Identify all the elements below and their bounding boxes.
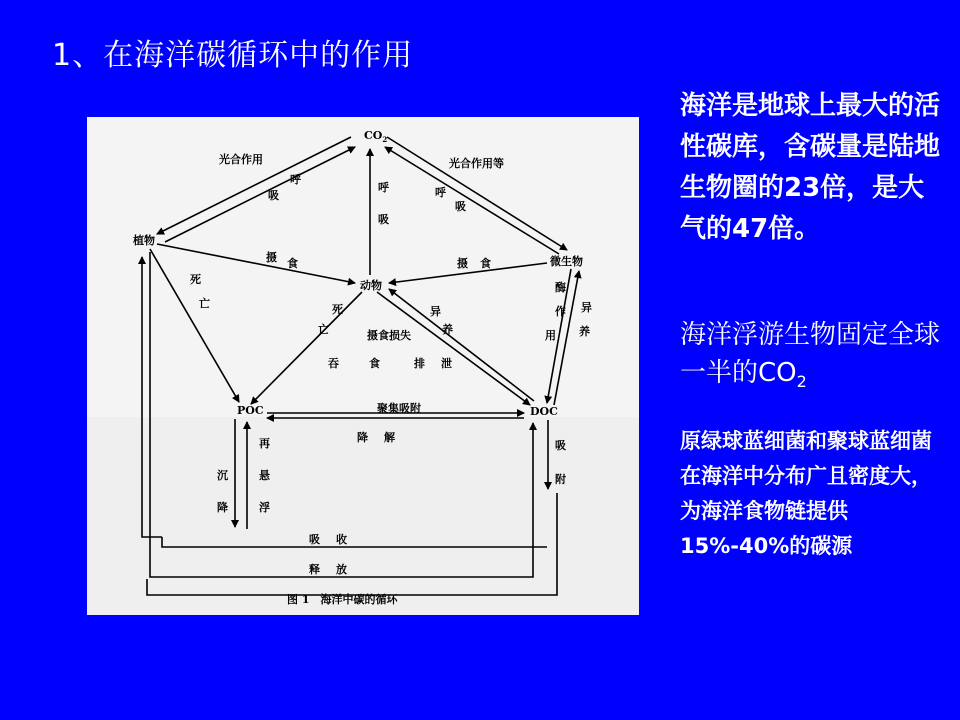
label-die-1b: 亡 <box>199 297 210 310</box>
label-adsorb-1: 吸 <box>555 439 566 452</box>
label-graze-1b: 食 <box>287 257 298 270</box>
slide-title: 1、在海洋碳循环中的作用 <box>52 38 414 73</box>
label-sink-1: 沉 <box>217 469 228 482</box>
label-excrete: 排 泄 <box>414 357 452 370</box>
label-die-2b: 亡 <box>318 323 329 336</box>
label-aggregate-adsorb: 聚集吸附 <box>377 402 421 415</box>
label-enzyme-1: 酶 <box>555 281 566 294</box>
label-die-2a: 死 <box>332 303 343 316</box>
side-paragraph-3 <box>680 424 948 564</box>
label-photosynthesis: 光合作用 <box>219 153 263 166</box>
label-hetero-1b: 养 <box>579 325 590 338</box>
label-sink-2: 降 <box>217 501 228 514</box>
node-microbes: 微生物 <box>550 255 583 268</box>
label-adsorb-2: 附 <box>555 473 566 486</box>
label-respire-3a: 呼 <box>378 181 389 194</box>
side-paragraph-1 <box>680 86 945 250</box>
node-plants: 植物 <box>133 234 155 247</box>
label-hetero-1a: 异 <box>581 301 592 314</box>
label-respire-1a: 呼 <box>290 173 301 186</box>
label-release: 释 放 <box>309 563 347 576</box>
label-die-1a: 死 <box>190 273 201 286</box>
node-animals: 动物 <box>360 279 382 292</box>
side-paragraph-2 <box>680 316 950 395</box>
node-poc: POC <box>237 404 264 417</box>
label-degrade: 降 解 <box>357 431 395 444</box>
carbon-cycle-diagram <box>87 117 639 615</box>
figure-caption: 图 1 海洋中碳的循环 <box>287 593 398 606</box>
cyanobacteria-text: 原绿球蓝细菌和聚球蓝细菌在海洋中分布广且密度大，为海洋食物链提供15%-40%的碳源 <box>680 429 932 558</box>
label-enzyme-3: 用 <box>545 329 556 342</box>
diagram-svg <box>87 117 639 615</box>
label-respire-2a: 呼 <box>435 186 446 199</box>
label-graze-1a: 摄 <box>266 251 277 264</box>
ocean-carbon-pool-text: 海洋是地球上最大的活性碳库，含碳量是陆地生物圈的23倍，是大气的47倍。 <box>680 91 941 244</box>
label-respire-1b: 吸 <box>268 189 279 202</box>
label-enzyme-2: 作 <box>555 305 566 318</box>
node-co2: $CO_2$ <box>364 129 388 144</box>
label-swallow: 吞 <box>328 357 339 370</box>
label-resuspend-1: 再 <box>259 437 270 450</box>
label-resuspend-2: 悬 <box>259 469 270 482</box>
label-absorb: 吸 收 <box>309 533 347 546</box>
label-hetero-2a: 异 <box>430 305 441 318</box>
node-doc: DOC <box>530 405 558 418</box>
plankton-fixation-text: 海洋浮游生物固定全球一半的$CO_2$ <box>680 320 941 391</box>
label-photosynthesis-etc: 光合作用等 <box>449 157 504 170</box>
label-respire-2b: 吸 <box>455 200 466 213</box>
label-graze-2: 摄 食 <box>457 257 491 270</box>
label-respire-3b: 吸 <box>378 213 389 226</box>
label-resuspend-3: 浮 <box>259 501 270 514</box>
label-feeding-loss: 摄食损失 <box>367 329 411 342</box>
label-hetero-2b: 养 <box>442 323 453 336</box>
label-swallow-food: 食 <box>369 357 380 370</box>
